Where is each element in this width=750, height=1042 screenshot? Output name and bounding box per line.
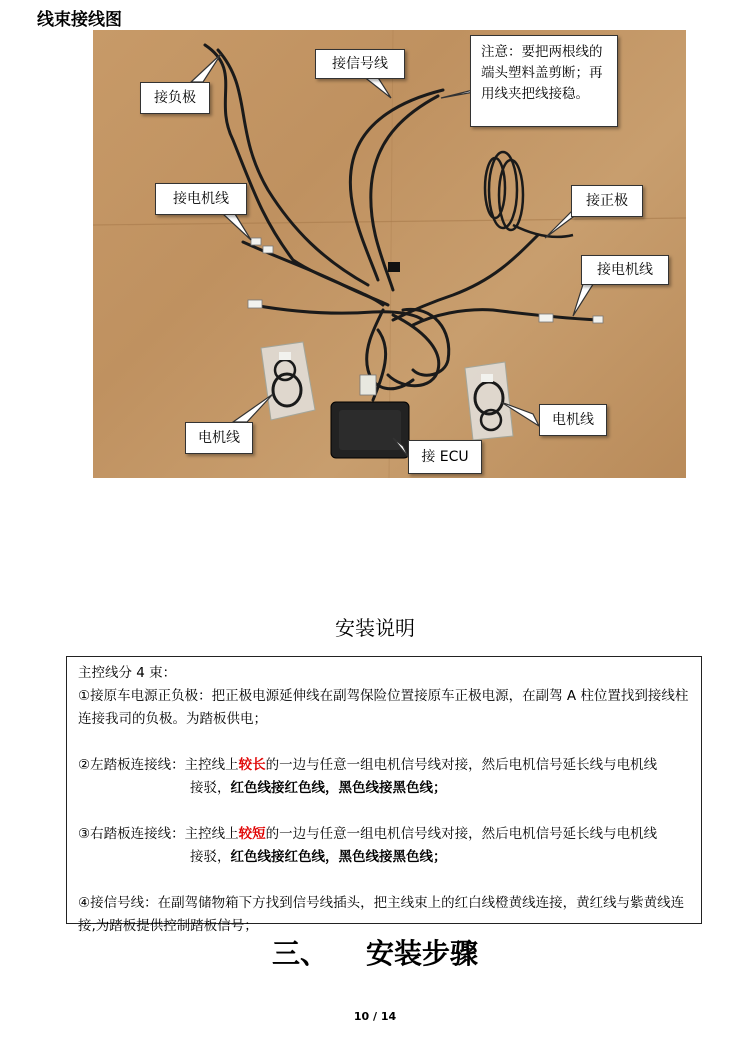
page-number: 10 / 14 — [353, 1010, 397, 1023]
item-2-suffix: 的一边与任意一组电机信号线对接，然后电机信号延长线与电机线 — [265, 757, 658, 773]
item-2-prefix: ②左踏板连接线：主控线上 — [78, 757, 239, 773]
item-3-suffix: 的一边与任意一组电机信号线对接，然后电机信号延长线与电机线 — [265, 826, 658, 842]
instruction-item-3 — [78, 823, 690, 846]
section-title: 安装说明 — [335, 616, 415, 640]
item-3-prefix: ③右踏板连接线：主控线上 — [78, 826, 239, 842]
instructions-intro: 主控线分 4 束： — [78, 665, 177, 681]
instruction-item-2-line2 — [78, 777, 690, 800]
item-2-line2-a: 接驳， — [190, 780, 231, 796]
item-3-line2-b: 红色线接红色线，黑色线接黑色线； — [230, 849, 447, 865]
callout-signal: 接信号线 — [315, 49, 405, 79]
item-2-line2-b: 红色线接红色线，黑色线接黑色线； — [230, 780, 447, 796]
step-title — [0, 932, 750, 972]
instruction-item-4: ④接信号线：在副驾储物箱下方找到信号线插头，把主线束上的红白线橙黄线连接，黄红线与紫黄线连接,为踏板提供控制踏板信号； — [78, 895, 685, 934]
page-heading: 线束接线图 — [37, 10, 122, 30]
wiring-harness-photo — [93, 30, 686, 478]
callout-positive: 接正极 — [571, 185, 643, 217]
callout-motor-right: 接电机线 — [581, 255, 669, 285]
callout-ecu: 接 ECU — [408, 440, 482, 474]
callout-note: 注意：要把两根线的端头塑料盖剪断；再用线夹把线接稳。 — [470, 35, 618, 127]
callout-motor-wire-right: 电机线 — [539, 404, 607, 436]
callout-motor-wire-left: 电机线 — [185, 422, 253, 454]
instruction-item-1: ①接原车电源正负极：把正极电源延伸线在副驾保险位置接原车正极电源，在副驾 A 柱位置找到接线柱连接我司的负极。为踏板供电； — [78, 688, 689, 727]
step-text: 安装步骤 — [366, 937, 479, 970]
step-number: 三、 — [271, 937, 328, 970]
item-2-highlight: 较长 — [238, 757, 266, 773]
instruction-item-3-line2 — [78, 846, 690, 869]
item-3-highlight: 较短 — [238, 826, 266, 842]
instruction-item-2 — [78, 754, 690, 777]
callout-negative: 接负极 — [140, 82, 210, 114]
instructions-box — [66, 656, 702, 934]
item-3-line2-a: 接驳， — [190, 849, 231, 865]
callout-motor-left: 接电机线 — [155, 183, 247, 215]
